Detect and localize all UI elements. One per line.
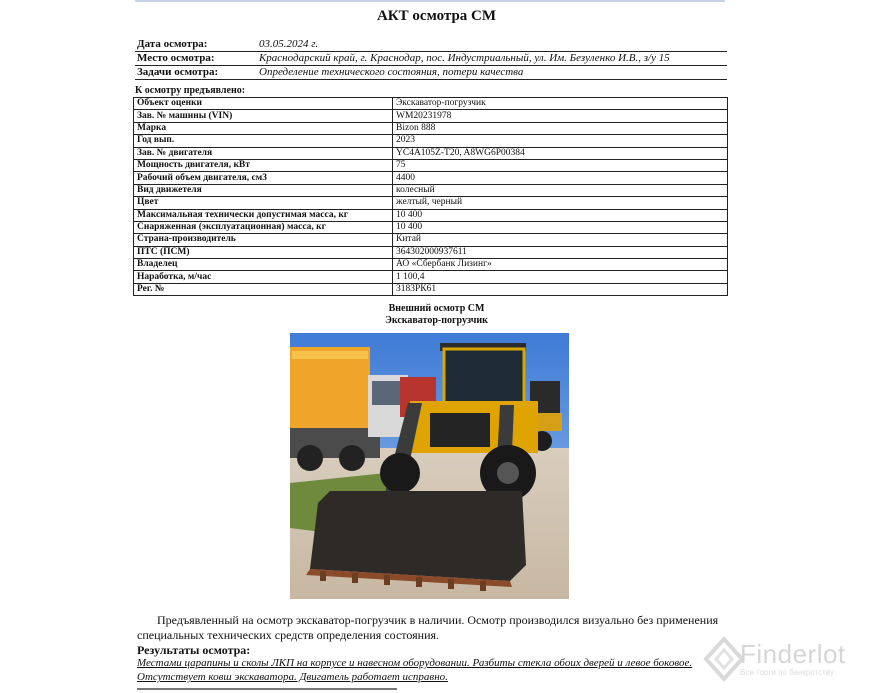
spec-key: Снаряженная (эксплуатационная) масса, кг bbox=[134, 221, 393, 233]
excavator-photo bbox=[290, 333, 569, 599]
spec-key: Максимальная технически допустимая масса, кг bbox=[134, 209, 393, 221]
spec-key: Год вып. bbox=[134, 135, 393, 147]
inspection-paragraph: Предъявленный на осмотр экскаватор-погрузчик в наличии. Осмотр производился визуально без применения специальных технических средств определения состояния. bbox=[137, 613, 719, 642]
spec-key: Мощность двигателя, кВт bbox=[134, 159, 393, 171]
spec-key: Зав. № машины (VIN) bbox=[134, 110, 393, 122]
spec-row bbox=[134, 234, 728, 246]
photo-caption-title: Внешний осмотр СМ bbox=[388, 303, 485, 314]
spec-row bbox=[134, 209, 728, 221]
spec-value: WM20231978 bbox=[393, 110, 728, 122]
watermark-brand: Finderlot bbox=[740, 639, 846, 669]
spec-row bbox=[134, 246, 728, 258]
spec-value: YC4A105Z-T20, A8WG6P00384 bbox=[393, 147, 728, 159]
inspection-tasks-label: Задачи осмотра: bbox=[137, 66, 219, 78]
inspection-date-label: Дата осмотра: bbox=[137, 38, 208, 50]
spec-value: желтый, черный bbox=[393, 197, 728, 209]
inspection-tasks-row bbox=[135, 65, 727, 80]
spec-key: Вид движетеля bbox=[134, 184, 393, 196]
spec-row bbox=[134, 110, 728, 122]
spec-row bbox=[134, 184, 728, 196]
presented-label: К осмотру предъявлено: bbox=[135, 85, 246, 96]
spec-key: Марка bbox=[134, 122, 393, 134]
inspection-place-value: Краснодарский край, г. Краснодар, пос. Индустриальный, ул. Им. Безуленко И.В., з/у 15 bbox=[259, 52, 670, 64]
spec-key: ПТС (ПСМ) bbox=[134, 246, 393, 258]
spec-row bbox=[134, 122, 728, 134]
photo-caption-subtitle: Экскаватор-погрузчик bbox=[385, 315, 488, 326]
spec-key: Объект оценки bbox=[134, 98, 393, 110]
spec-key: Владелец bbox=[134, 259, 393, 271]
spec-key: Зав. № двигателя bbox=[134, 147, 393, 159]
spec-key: Цвет bbox=[134, 197, 393, 209]
cut-off-text-line bbox=[137, 688, 397, 690]
inspection-date-row bbox=[135, 37, 727, 52]
spec-value: 4400 bbox=[393, 172, 728, 184]
spec-row bbox=[134, 283, 728, 295]
spec-value: Bizon 888 bbox=[393, 122, 728, 134]
spec-key: Рабочий объем двигателя, см3 bbox=[134, 172, 393, 184]
spec-row bbox=[134, 197, 728, 209]
spec-row bbox=[134, 271, 728, 283]
spec-key: Наработка, м/час bbox=[134, 271, 393, 283]
spec-value: 3183РК61 bbox=[393, 283, 728, 295]
watermark-tagline: Все торги по банкротству bbox=[740, 668, 834, 677]
spec-value: АО «Сбербанк Лизинг» bbox=[393, 259, 728, 271]
spec-value: 1 100,4 bbox=[393, 271, 728, 283]
inspection-place-label: Место осмотра: bbox=[137, 52, 215, 64]
spec-value: 75 bbox=[393, 159, 728, 171]
spec-value: Экскаватор-погрузчик bbox=[393, 98, 728, 110]
document-title: АКТ осмотра СМ bbox=[376, 8, 497, 24]
results-text: Местами царапины и сколы ЛКП на корпусе и навесном оборудовании. Разбиты стекла обоих дверей и левое боковое. Отсутствует ковш экскаватора. Двигатель работает исправно. bbox=[137, 657, 693, 683]
spec-value: 10 400 bbox=[393, 221, 728, 233]
spec-key: Рег. № bbox=[134, 283, 393, 295]
inspection-place-row bbox=[135, 51, 727, 66]
spec-key: Страна-производитель bbox=[134, 234, 393, 246]
spec-row bbox=[134, 135, 728, 147]
spec-row bbox=[134, 259, 728, 271]
inspection-tasks-value: Определение технического состояния, потери качества bbox=[259, 66, 524, 78]
spec-row bbox=[134, 159, 728, 171]
inspection-date-value: 03.05.2024 г. bbox=[259, 38, 319, 50]
spec-value: 364302000937611 bbox=[393, 246, 728, 258]
spec-row bbox=[134, 221, 728, 233]
spec-row bbox=[134, 147, 728, 159]
specs-table bbox=[133, 97, 728, 296]
spec-value: 2023 bbox=[393, 135, 728, 147]
top-border-line bbox=[135, 0, 725, 2]
results-title: Результаты осмотра: bbox=[137, 643, 251, 657]
spec-value: Китай bbox=[393, 234, 728, 246]
spec-row bbox=[134, 98, 728, 110]
spec-value: колесный bbox=[393, 184, 728, 196]
spec-row bbox=[134, 172, 728, 184]
spec-value: 10 400 bbox=[393, 209, 728, 221]
